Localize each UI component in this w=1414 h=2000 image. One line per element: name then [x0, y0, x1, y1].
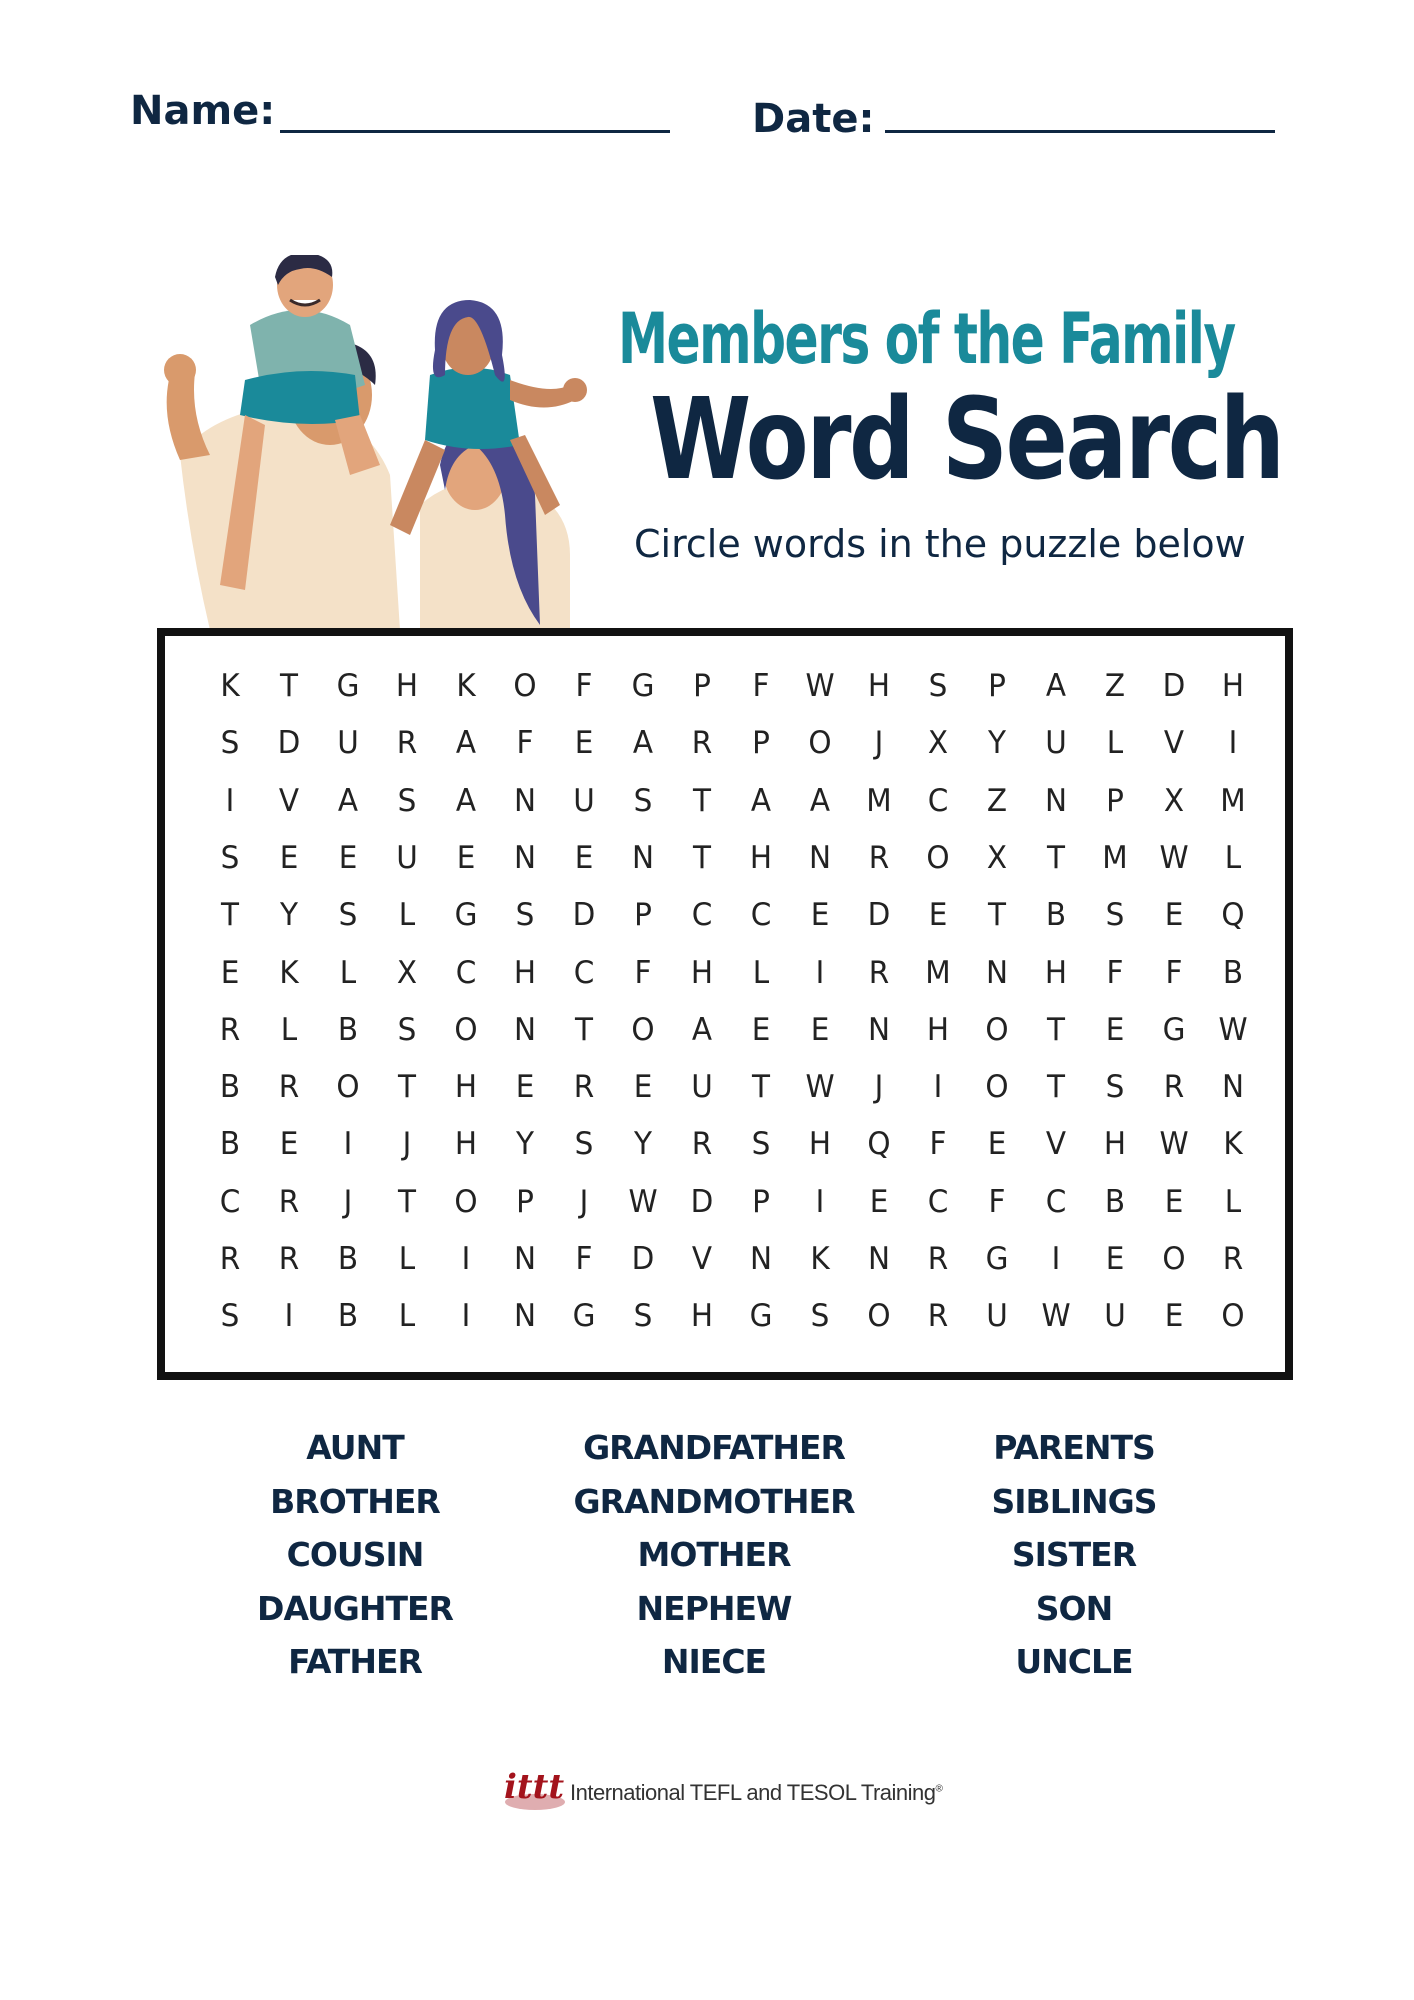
grid-letter[interactable]: T	[988, 897, 1006, 934]
grid-letter[interactable]: K	[456, 668, 476, 704]
grid-letter[interactable]: U	[986, 1298, 1008, 1335]
grid-letter[interactable]: L	[398, 1241, 416, 1277]
grid-letter[interactable]: T	[398, 1183, 416, 1220]
grid-letter[interactable]: N	[513, 1298, 537, 1335]
grid-letter[interactable]: T	[1047, 1069, 1065, 1106]
grid-letter[interactable]: R	[927, 1241, 949, 1277]
grid-letter[interactable]: Q	[1221, 897, 1245, 934]
grid-letter[interactable]: O	[985, 1011, 1009, 1048]
grid-letter[interactable]: W	[805, 1069, 835, 1106]
grid-row	[165, 1126, 1285, 1184]
grid-letter[interactable]: D	[572, 897, 596, 934]
grid-letter[interactable]: W	[1041, 1298, 1071, 1335]
grid-letter[interactable]: H	[454, 1069, 478, 1106]
grid-letter[interactable]: T	[1047, 839, 1065, 876]
grid-letter[interactable]: S	[397, 1011, 417, 1048]
grid-letter[interactable]: K	[220, 668, 240, 704]
grid-letter[interactable]: O	[454, 1183, 478, 1220]
grid-letter[interactable]: O	[985, 1069, 1009, 1106]
grid-letter[interactable]: R	[927, 1298, 949, 1335]
grid-letter[interactable]: L	[1106, 725, 1124, 762]
grid-letter[interactable]: F	[1106, 954, 1124, 991]
grid-letter[interactable]: Z	[1104, 668, 1126, 704]
grid-letter[interactable]: I	[1051, 1241, 1061, 1277]
grid-letter[interactable]: E	[751, 1011, 771, 1048]
grid-letter[interactable]: E	[810, 1011, 830, 1048]
grid-letter[interactable]: O	[926, 839, 950, 876]
page-title: Word Search	[650, 375, 1283, 505]
subtitle: Members of the Family	[618, 298, 1235, 380]
grid-letter[interactable]: S	[928, 668, 948, 704]
grid-letter[interactable]: G	[985, 1241, 1009, 1277]
grid-letter[interactable]: C	[219, 1183, 241, 1220]
grid-letter[interactable]: O	[631, 1011, 655, 1048]
grid-letter[interactable]: W	[1159, 1126, 1189, 1163]
grid-letter[interactable]: C	[691, 897, 713, 934]
grid-letter[interactable]: L	[752, 954, 770, 991]
grid-letter[interactable]: S	[1105, 1069, 1125, 1106]
grid-letter[interactable]: P	[1106, 782, 1124, 819]
grid-letter[interactable]: I	[284, 1298, 294, 1335]
puzzle-box	[157, 628, 1293, 1380]
grid-row	[165, 783, 1285, 841]
grid-letter[interactable]: S	[751, 1126, 771, 1163]
grid-letter[interactable]: H	[1103, 1126, 1127, 1163]
grid-letter[interactable]: H	[395, 668, 419, 704]
grid-letter[interactable]: V	[278, 782, 300, 819]
grid-letter[interactable]: U	[337, 725, 359, 762]
grid-letter[interactable]: M	[1102, 839, 1128, 876]
grid-letter[interactable]: B	[1222, 954, 1244, 991]
grid-letter[interactable]: R	[1163, 1069, 1185, 1106]
grid-letter[interactable]: N	[513, 1011, 537, 1048]
grid-letter[interactable]: N	[808, 839, 832, 876]
grid-letter[interactable]: O	[336, 1069, 360, 1106]
grid-letter[interactable]: J	[874, 725, 884, 762]
grid-letter[interactable]: D	[277, 725, 301, 762]
ittt-logo	[500, 1762, 570, 1818]
grid-letter[interactable]: W	[1159, 839, 1189, 876]
grid-letter[interactable]: S	[574, 1126, 594, 1163]
grid-letter[interactable]: G	[572, 1298, 596, 1335]
grid-letter[interactable]: T	[693, 839, 711, 876]
grid-letter[interactable]: F	[575, 668, 593, 704]
grid-letter[interactable]: O	[808, 725, 832, 762]
footer-org-name	[570, 1780, 942, 1806]
grid-letter[interactable]: C	[573, 954, 595, 991]
grid-letter[interactable]: O	[867, 1298, 891, 1335]
registered-mark: ®	[935, 1783, 943, 1795]
grid-letter[interactable]: B	[1104, 1183, 1126, 1220]
grid-letter[interactable]: R	[868, 839, 890, 876]
grid-letter[interactable]: T	[1047, 1011, 1065, 1048]
grid-letter[interactable]: I	[225, 782, 235, 819]
grid-letter[interactable]: T	[221, 897, 239, 934]
grid-letter[interactable]: J	[343, 1183, 353, 1220]
grid-letter[interactable]: A	[1045, 668, 1067, 704]
grid-letter[interactable]: L	[1224, 1183, 1242, 1220]
grid-letter[interactable]: D	[867, 897, 891, 934]
grid-letter[interactable]: N	[867, 1011, 891, 1048]
grid-letter[interactable]: V	[1163, 725, 1185, 762]
grid-letter[interactable]: N	[513, 782, 537, 819]
grid-letter[interactable]: N	[513, 1241, 537, 1277]
grid-letter[interactable]: U	[573, 782, 595, 819]
grid-letter[interactable]: U	[396, 839, 418, 876]
grid-letter[interactable]: R	[396, 725, 418, 762]
grid-row	[165, 1298, 1285, 1356]
name-line[interactable]	[280, 130, 670, 133]
grid-letter[interactable]: G	[631, 668, 655, 704]
grid-letter[interactable]: Y	[634, 1126, 652, 1163]
grid-letter[interactable]: G	[1162, 1011, 1186, 1048]
grid-letter[interactable]: N	[749, 1241, 773, 1277]
grid-letter[interactable]: S	[633, 782, 653, 819]
grid-row	[165, 1241, 1285, 1299]
grid-letter[interactable]: R	[573, 1069, 595, 1106]
grid-letter[interactable]: D	[1162, 668, 1186, 704]
grid-letter[interactable]: E	[574, 839, 594, 876]
grid-letter[interactable]: H	[1044, 954, 1068, 991]
grid-letter[interactable]: S	[515, 897, 535, 934]
letter-grid	[165, 636, 1285, 1372]
grid-letter[interactable]: F	[988, 1183, 1006, 1220]
grid-letter[interactable]: J	[579, 1183, 589, 1220]
grid-letter[interactable]: R	[278, 1183, 300, 1220]
grid-letter[interactable]: U	[1045, 725, 1067, 762]
grid-letter[interactable]: E	[987, 1126, 1007, 1163]
grid-letter[interactable]: O	[513, 668, 537, 704]
grid-letter[interactable]: C	[927, 1183, 949, 1220]
family-illustration	[150, 255, 630, 630]
date-label: Date:	[752, 96, 875, 142]
grid-letter[interactable]: R	[868, 954, 890, 991]
name-label: Name:	[130, 88, 276, 134]
grid-letter[interactable]: J	[874, 1069, 884, 1106]
grid-letter[interactable]: J	[402, 1126, 412, 1163]
grid-letter[interactable]: R	[691, 1126, 713, 1163]
grid-letter[interactable]: X	[986, 839, 1008, 876]
word-list-item: PARENTS	[993, 1428, 1155, 1467]
grid-letter[interactable]: V	[691, 1241, 713, 1277]
grid-letter[interactable]: B	[219, 1126, 241, 1163]
grid-letter[interactable]: E	[338, 839, 358, 876]
grid-letter[interactable]: S	[397, 782, 417, 819]
grid-letter[interactable]: E	[279, 1126, 299, 1163]
word-list-item: SIBLINGS	[991, 1481, 1157, 1521]
grid-letter[interactable]: U	[1104, 1298, 1126, 1335]
word-list-item: FATHER	[288, 1642, 422, 1681]
word-list-item: MOTHER	[637, 1535, 791, 1574]
grid-letter[interactable]: E	[1105, 1241, 1125, 1277]
grid-letter[interactable]: P	[634, 897, 652, 934]
word-list-item: SON	[1035, 1588, 1113, 1628]
grid-letter[interactable]: A	[632, 725, 654, 762]
grid-letter[interactable]: B	[219, 1069, 241, 1106]
grid-letter[interactable]: R	[1222, 1241, 1244, 1277]
word-list-item: SISTER	[1011, 1535, 1137, 1574]
grid-letter[interactable]: E	[1164, 897, 1184, 934]
grid-letter[interactable]: P	[516, 1183, 534, 1220]
grid-letter[interactable]: S	[338, 897, 358, 934]
grid-letter[interactable]: E	[456, 839, 476, 876]
grid-row	[165, 1069, 1285, 1127]
grid-letter[interactable]: T	[575, 1011, 593, 1048]
grid-letter[interactable]: T	[280, 668, 298, 704]
grid-letter[interactable]: R	[691, 725, 713, 762]
grid-letter[interactable]: N	[1221, 1069, 1245, 1106]
grid-letter[interactable]: F	[1165, 954, 1183, 991]
grid-letter[interactable]: E	[928, 897, 948, 934]
grid-letter[interactable]: K	[810, 1241, 830, 1277]
grid-letter[interactable]: R	[278, 1241, 300, 1277]
grid-letter[interactable]: P	[752, 1183, 770, 1220]
grid-letter[interactable]: E	[633, 1069, 653, 1106]
grid-letter[interactable]: D	[690, 1183, 714, 1220]
grid-letter[interactable]: I	[343, 1126, 353, 1163]
grid-letter[interactable]: E	[1164, 1298, 1184, 1335]
grid-letter[interactable]: O	[454, 1011, 478, 1048]
word-list-item: DAUGHTER	[257, 1588, 453, 1628]
grid-letter[interactable]: E	[574, 725, 594, 762]
grid-letter[interactable]: F	[516, 725, 534, 762]
grid-letter[interactable]: A	[809, 782, 831, 819]
grid-letter[interactable]: K	[1223, 1126, 1243, 1163]
grid-letter[interactable]: L	[1224, 839, 1242, 876]
grid-letter[interactable]: I	[461, 1298, 471, 1335]
grid-letter[interactable]: H	[926, 1011, 950, 1048]
grid-letter[interactable]: I	[815, 954, 825, 991]
grid-letter[interactable]: S	[1105, 897, 1125, 934]
grid-letter[interactable]: Z	[986, 782, 1008, 819]
grid-letter[interactable]: N	[985, 954, 1009, 991]
grid-letter[interactable]: B	[337, 1241, 359, 1277]
grid-letter[interactable]: H	[808, 1126, 832, 1163]
grid-letter[interactable]: O	[1162, 1241, 1186, 1277]
grid-letter[interactable]: Q	[867, 1126, 891, 1163]
grid-letter[interactable]: W	[628, 1183, 658, 1220]
grid-row	[165, 1012, 1285, 1070]
grid-letter[interactable]: T	[693, 782, 711, 819]
date-line[interactable]	[885, 130, 1275, 133]
grid-letter[interactable]: E	[1105, 1011, 1125, 1048]
grid-row	[165, 955, 1285, 1013]
grid-letter[interactable]: S	[810, 1298, 830, 1335]
grid-letter[interactable]: O	[1221, 1298, 1245, 1335]
instruction-text: Circle words in the puzzle below	[634, 522, 1246, 566]
grid-letter[interactable]: S	[633, 1298, 653, 1335]
grid-letter[interactable]: E	[279, 839, 299, 876]
grid-letter[interactable]: R	[278, 1069, 300, 1106]
grid-letter[interactable]: B	[337, 1298, 359, 1335]
word-list-item: NEPHEW	[636, 1588, 792, 1628]
grid-letter[interactable]: W	[1218, 1011, 1248, 1048]
grid-row	[165, 1184, 1285, 1242]
grid-letter[interactable]: P	[988, 668, 1006, 704]
grid-letter[interactable]: W	[805, 668, 835, 704]
grid-letter[interactable]: L	[398, 1298, 416, 1335]
grid-letter[interactable]: G	[336, 668, 360, 704]
grid-letter[interactable]: A	[455, 782, 477, 819]
grid-letter[interactable]: R	[219, 1241, 241, 1277]
org-name-text: International TEFL and TESOL Training	[570, 1780, 936, 1805]
grid-letter[interactable]: H	[690, 954, 714, 991]
grid-letter[interactable]: C	[750, 897, 772, 934]
grid-letter[interactable]: V	[1045, 1126, 1067, 1163]
grid-letter[interactable]: L	[339, 954, 357, 991]
grid-letter[interactable]: L	[280, 1011, 298, 1048]
word-list-item: NIECE	[661, 1642, 767, 1681]
word-list-item: GRANDMOTHER	[573, 1481, 855, 1521]
grid-letter[interactable]: E	[515, 1069, 535, 1106]
grid-letter[interactable]: X	[927, 725, 949, 762]
grid-row	[165, 840, 1285, 898]
grid-letter[interactable]: H	[513, 954, 537, 991]
grid-letter[interactable]: B	[337, 1011, 359, 1048]
grid-row	[165, 897, 1285, 955]
grid-row	[165, 725, 1285, 783]
grid-letter[interactable]: A	[337, 782, 359, 819]
grid-letter[interactable]: M	[866, 782, 892, 819]
grid-letter[interactable]: I	[1228, 725, 1238, 762]
grid-row	[165, 668, 1285, 726]
grid-letter[interactable]: X	[1163, 782, 1185, 819]
grid-letter[interactable]: Y	[516, 1126, 534, 1163]
grid-letter[interactable]: E	[1164, 1183, 1184, 1220]
grid-letter[interactable]: F	[575, 1241, 593, 1277]
grid-letter[interactable]: N	[1044, 782, 1068, 819]
grid-letter[interactable]: F	[929, 1126, 947, 1163]
grid-letter[interactable]: I	[461, 1241, 471, 1277]
grid-letter[interactable]: C	[455, 954, 477, 991]
grid-letter[interactable]: K	[279, 954, 299, 991]
grid-letter[interactable]: E	[220, 954, 240, 991]
grid-letter[interactable]: A	[455, 725, 477, 762]
word-list-item: AUNT	[306, 1428, 404, 1467]
word-list-item: GRANDFATHER	[583, 1428, 845, 1467]
grid-letter[interactable]: L	[398, 897, 416, 934]
grid-letter[interactable]: T	[398, 1069, 416, 1106]
grid-letter[interactable]: M	[925, 954, 951, 991]
grid-letter[interactable]: N	[513, 839, 537, 876]
grid-letter[interactable]: Y	[280, 897, 298, 934]
grid-letter[interactable]: C	[1045, 1183, 1067, 1220]
grid-letter[interactable]: S	[220, 1298, 240, 1335]
grid-letter[interactable]: G	[454, 897, 478, 934]
grid-letter[interactable]: B	[1045, 897, 1067, 934]
grid-letter[interactable]: Y	[988, 725, 1006, 762]
grid-letter[interactable]: A	[750, 782, 772, 819]
grid-letter[interactable]: M	[1220, 782, 1246, 819]
grid-letter[interactable]: H	[749, 839, 773, 876]
grid-letter[interactable]: R	[219, 1011, 241, 1048]
grid-letter[interactable]: F	[634, 954, 652, 991]
logo-text: ittt	[504, 1767, 565, 1807]
word-list-item: COUSIN	[286, 1535, 424, 1574]
grid-letter[interactable]: X	[396, 954, 418, 991]
grid-letter[interactable]: H	[454, 1126, 478, 1163]
grid-letter[interactable]: E	[869, 1183, 889, 1220]
grid-letter[interactable]: F	[752, 668, 770, 704]
grid-letter[interactable]: S	[220, 839, 240, 876]
grid-letter[interactable]: P	[693, 668, 711, 704]
grid-letter[interactable]: I	[815, 1183, 825, 1220]
grid-letter[interactable]: P	[752, 725, 770, 762]
word-list-item: BROTHER	[270, 1481, 440, 1521]
grid-letter[interactable]: U	[691, 1069, 713, 1106]
grid-letter[interactable]: N	[867, 1241, 891, 1277]
grid-letter[interactable]: D	[631, 1241, 655, 1277]
grid-letter[interactable]: A	[691, 1011, 713, 1048]
grid-letter[interactable]: G	[749, 1298, 773, 1335]
grid-letter[interactable]: H	[1221, 668, 1245, 704]
grid-letter[interactable]: H	[867, 668, 891, 704]
grid-letter[interactable]: N	[631, 839, 655, 876]
grid-letter[interactable]: S	[220, 725, 240, 762]
word-list-item: UNCLE	[1015, 1642, 1133, 1681]
grid-letter[interactable]: C	[927, 782, 949, 819]
grid-letter[interactable]: H	[690, 1298, 714, 1335]
grid-letter[interactable]: I	[933, 1069, 943, 1106]
grid-letter[interactable]: E	[810, 897, 830, 934]
grid-letter[interactable]: T	[752, 1069, 770, 1106]
